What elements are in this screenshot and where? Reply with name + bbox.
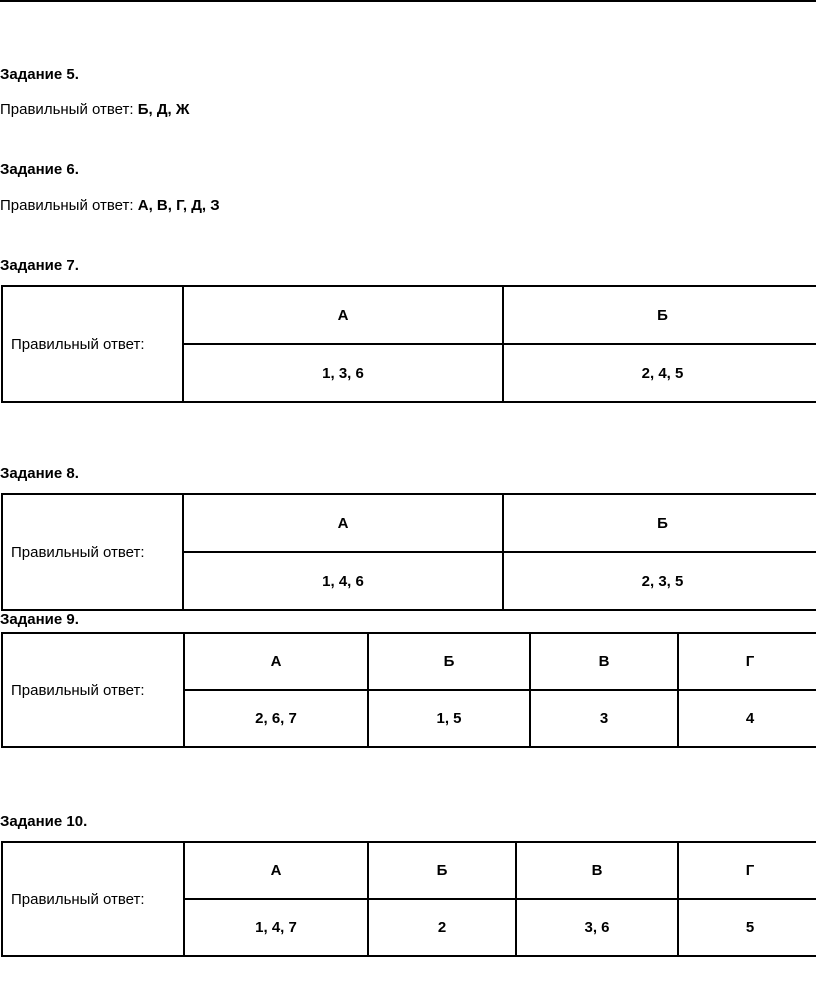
task9-column-v: В xyxy=(530,633,678,690)
task6-answer xyxy=(0,197,220,215)
task8-table xyxy=(1,493,816,611)
task7-answer-label: Правильный ответ: xyxy=(2,286,183,402)
task9-column-g: Г xyxy=(678,633,816,690)
task6-answer-value: А, В, Г, Д, З xyxy=(137,197,220,214)
task10-column-g: Г xyxy=(678,842,816,899)
task10-table xyxy=(1,841,816,957)
task10-column-a: А xyxy=(184,842,368,899)
task7-column-a: А xyxy=(183,286,503,344)
task9-value-b: 1, 5 xyxy=(368,690,530,747)
task7-value-b: 2, 4, 5 xyxy=(503,344,816,402)
table-row xyxy=(2,633,816,690)
task10-heading: Задание 10. xyxy=(0,813,88,830)
task8-answer-label: Правильный ответ: xyxy=(2,494,183,610)
task10-column-b: Б xyxy=(368,842,516,899)
task6-heading: Задание 6. xyxy=(0,161,79,178)
task9-answer-label: Правильный ответ: xyxy=(2,633,184,747)
task5-answer-label: Правильный ответ: xyxy=(0,101,138,118)
task10-value-g: 5 xyxy=(678,899,816,956)
task9-value-g: 4 xyxy=(678,690,816,747)
task8-column-a: А xyxy=(183,494,503,552)
task8-value-b: 2, 3, 5 xyxy=(503,552,816,610)
task10-answer-label: Правильный ответ: xyxy=(2,842,184,956)
task7-table xyxy=(1,285,816,403)
task8-heading: Задание 8. xyxy=(0,465,79,482)
task5-answer-value: Б, Д, Ж xyxy=(137,101,190,118)
table-row xyxy=(2,286,816,344)
task5-answer xyxy=(0,101,189,119)
task8-column-b: Б xyxy=(503,494,816,552)
task7-column-b: Б xyxy=(503,286,816,344)
task9-column-b: Б xyxy=(368,633,530,690)
task5-heading: Задание 5. xyxy=(0,66,79,83)
task8-value-a: 1, 4, 6 xyxy=(183,552,503,610)
task9-heading: Задание 9. xyxy=(0,611,79,628)
task10-value-b: 2 xyxy=(368,899,516,956)
task9-column-a: А xyxy=(184,633,368,690)
task10-value-v: 3, 6 xyxy=(516,899,678,956)
task7-value-a: 1, 3, 6 xyxy=(183,344,503,402)
task10-value-a: 1, 4, 7 xyxy=(184,899,368,956)
task9-table xyxy=(1,632,816,748)
task6-answer-label: Правильный ответ: xyxy=(0,197,138,214)
task9-value-a: 2, 6, 7 xyxy=(184,690,368,747)
page-top-rule xyxy=(0,0,816,2)
table-row xyxy=(2,494,816,552)
task7-heading: Задание 7. xyxy=(0,257,79,274)
task10-column-v: В xyxy=(516,842,678,899)
task9-value-v: 3 xyxy=(530,690,678,747)
table-row xyxy=(2,842,816,899)
